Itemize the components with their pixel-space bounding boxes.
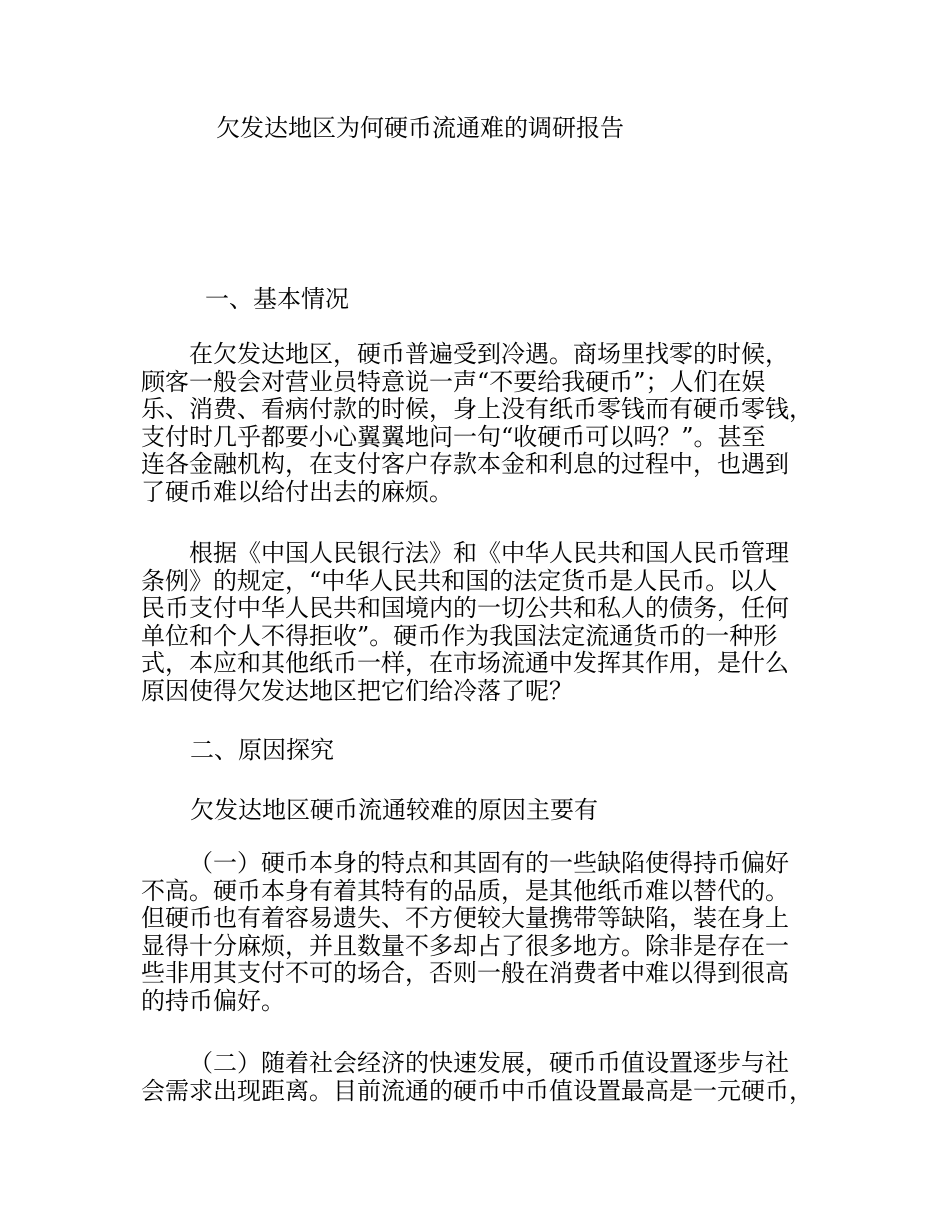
- text-line: 显得十分麻烦，并且数量不多却占了很多地方。除非是存在一: [141, 931, 789, 960]
- text-line: 支付时几乎都要小心翼翼地问一句“收硬币可以吗？”。甚至: [141, 422, 766, 451]
- paragraph-cause-two: [141, 1050, 821, 1105]
- text-line: 但硬币也有着容易遗失、不方便较大量携带等缺陷，装在身上: [141, 904, 789, 932]
- text-line: 在欠发达地区，硬币普遍受到冷遇。商场里找零的时候，: [189, 340, 789, 368]
- causes-intro-line: 欠发达地区硬币流通较难的原因主要有: [190, 796, 598, 824]
- text-line: 根据《中国人民银行法》和《中华人民共和国人民币管理: [189, 539, 789, 567]
- text-line: 连各金融机构，在支付客户存款本金和利息的过程中，也遇到: [141, 450, 789, 478]
- text-line: 条例》的规定，“中华人民共和国的法定货币是人民币。以人: [141, 566, 778, 595]
- text-line: 不高。硬币本身有着其特有的品质，是其他纸币难以替代的。: [141, 876, 789, 905]
- section-heading-causes: 二、原因探究: [190, 736, 334, 764]
- text-line: （一）硬币本身的特点和其固有的一些缺陷使得持币偏好: [189, 849, 789, 877]
- text-line: 原因使得欠发达地区把它们给冷落了呢？: [141, 676, 573, 705]
- text-line: 会需求出现距离。目前流通的硬币中币值设置最高是一元硬币，: [141, 1076, 813, 1105]
- document-title: 欠发达地区为何硬币流通难的调研报告: [216, 114, 624, 142]
- text-line: 顾客一般会对营业员特意说一声“不要给我硬币”；人们在娱: [141, 367, 766, 396]
- text-line: 了硬币难以给付出去的麻烦。: [141, 477, 453, 506]
- text-line: 的持币偏好。: [141, 986, 285, 1015]
- paragraph-legal-basis: [141, 540, 821, 705]
- text-line: 乐、消费、看病付款的时候，身上没有纸币零钱而有硬币零钱，: [141, 395, 813, 423]
- text-line: 些非用其支付不可的场合，否则一般在消费者中难以得到很高: [141, 959, 789, 987]
- text-line: 民币支付中华人民共和国境内的一切公共和私人的债务，任何: [141, 594, 789, 622]
- paragraph-basic-situation: [141, 341, 821, 506]
- paragraph-cause-one: [141, 850, 821, 1015]
- text-line: （二）随着社会经济的快速发展，硬币币值设置逐步与社: [189, 1049, 789, 1077]
- text-line: 单位和个人不得拒收”。硬币作为我国法定流通货币的一种形: [141, 621, 778, 650]
- section-heading-basic-situation: 一、基本情况: [205, 285, 349, 313]
- text-line: 式，本应和其他纸币一样，在市场流通中发挥其作用，是什么: [141, 649, 789, 677]
